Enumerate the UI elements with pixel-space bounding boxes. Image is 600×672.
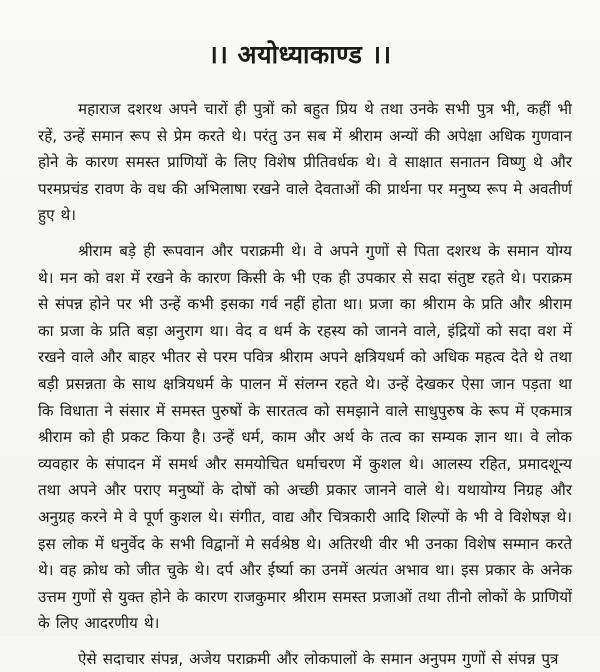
paragraph-1: महाराज दशरथ अपने चारों ही पुत्रों को बहुत प्रिय थे तथा उनके सभी पुत्र भी, कहीं भी रहें, उन्हें समान रूप से प्रेम करते थे। परंतु उन सब में श्रीराम अन्यों की अपेक्षा अधिक गुणवान होने के कारण समस्त प्राणियों के लिए विशेष प्रीतिवर्धक थे। वे साक्षात सनातन विष्णु थे और परमप्रचंड रावण के वध की अभिलाषा रखने वाले देवताओं की प्रार्थना पर मनुष्य रूप मे अवतीर्ण हुए थे। [38,100,572,225]
paragraph-2: श्रीराम बड़े ही रूपवान और पराक्रमी थे। वे अपने गुणों से पिता दशरथ के समान योग्य थे। मन को वश में रखने के कारण किसी के भी एक ही उपकार से सदा संतुष्ट रहते थे। पराक्रम से संपन्न होने पर भी उन्हें कभी इसका गर्व नहीं होता था। प्रजा का श्रीराम के प्रति और श्रीराम का प्रजा के प्रति बड़ा अनुराग था। वेद व धर्म के रहस्य को जानने वाले, इंद्रियों को सदा वश में रखने वाले और बाहर भीतर से परम पवित्र श्रीराम अपने क्षत्रियधर्म को अधिक महत्व देते थे तथा बड़ी प्रसन्नता के साथ क्षत्रियधर्म के पालन में संलग्न रहते थे। उन्हें देखकर ऐसा जान पड़ता था कि विधाता ने संसार में समस्त पुरुषों के सारतत्व को समझाने वाले साधुपुरुष के रूप में एकमात्र श्रीराम को ही प्रकट किया है। उन्हें धर्म, काम और अर्थ के तत्व का सम्यक ज्ञान था। वे लोक व्यवहार के संपादन में समर्थ और समयोचित धर्माचरण में कुशल थे। आलस्य रहित, प्रमादशून्य तथा अपने और पराए मनुष्यों के दोषों को अच्छी प्रकार जानने वाले थे। यथायोग्य निग्रह और अनुग्रह करने मे वे पूर्ण कुशल थे। संगीत, वाद्य और चित्रकारी आदि शिल्पों के भी वे विशेषज्ञ थे। इस लोक में धनुर्वेद के सभी विद्वानों मे सर्वश्रेष्ठ थे। अतिरथी वीर भी उनका विशेष सम्मान करते थे। वह क्रोध को जीत चुके थे। दर्प और ईर्ष्या का उनमें अत्यंत अभाव था। इस प्रकार के अनेक उत्तम गुणों से युक्त होने के कारण राजकुमार श्रीराम समस्त प्रजाओं तथा तीनो लोकों के प्राणियों के लिए आदरणीय थे। [38,241,572,633]
page-title: ।। अयोध्याकाण्ड ।। [208,40,392,69]
paragraph-3: ऐसे सदाचार संपन्न, अजेय पराक्रमी और लोकपालों के समान अनुपम गुणों से संपन्न पुत्र [78,649,559,668]
document-body [0,96,600,672]
